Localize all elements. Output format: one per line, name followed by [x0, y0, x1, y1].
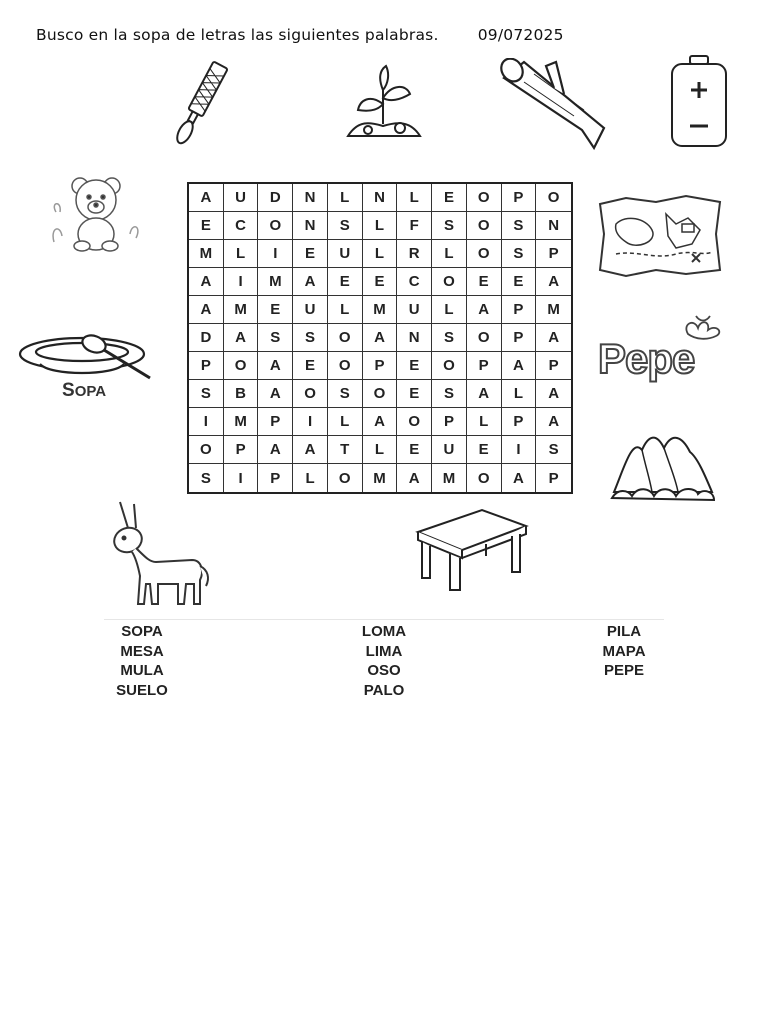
grid-cell: L	[328, 408, 363, 436]
grid-cell: L	[467, 408, 502, 436]
grid-cell: N	[293, 212, 328, 240]
grid-cell: S	[502, 240, 537, 268]
grid-cell: S	[258, 324, 293, 352]
grid-cell: B	[224, 380, 259, 408]
word-item: MAPA	[602, 642, 646, 660]
grid-cell: P	[258, 464, 293, 492]
date-text: 09/072025	[477, 26, 564, 44]
grid-cell: U	[432, 436, 467, 464]
grid-cell: S	[432, 212, 467, 240]
word-list-column-2	[346, 622, 422, 700]
grid-cell: P	[536, 352, 571, 380]
map-image	[596, 194, 724, 278]
grid-cell: P	[548, 469, 559, 487]
grid-cell: C	[397, 268, 432, 296]
grid-cell: I	[258, 240, 293, 268]
grid-cell: A	[467, 296, 502, 324]
grid-cell: O	[432, 268, 467, 296]
grid-cell: I	[293, 408, 328, 436]
word-item: MESA	[120, 642, 164, 660]
grid-cell: O	[536, 184, 571, 212]
grid-cell: L	[328, 184, 363, 212]
hills-image	[610, 428, 716, 504]
grid-cell: O	[293, 380, 328, 408]
grid-cell: A	[502, 352, 537, 380]
grid-cell: L	[502, 380, 537, 408]
grid-cell: O	[258, 212, 293, 240]
grid-cell: S	[536, 436, 571, 464]
grid-cell: N	[536, 212, 571, 240]
grid-cell: M	[189, 240, 224, 268]
grid-cell: O	[189, 436, 224, 464]
grid-cell: E	[397, 380, 432, 408]
grid-cell: U	[293, 296, 328, 324]
grid-cell: L	[363, 240, 398, 268]
grid-cell: D	[258, 184, 293, 212]
grid-cell: S	[293, 324, 328, 352]
grid-cell: O	[467, 464, 502, 492]
grid-cell: O	[328, 324, 363, 352]
sopa-label	[62, 380, 106, 402]
grid-cell: A	[293, 268, 328, 296]
grid-cell: N	[363, 184, 398, 212]
grid-cell: P	[502, 324, 537, 352]
grid-cell: M	[363, 464, 398, 492]
grid-cell: P	[189, 352, 224, 380]
log-image	[494, 58, 610, 154]
grid-cell: I	[189, 408, 224, 436]
word-list-column-1	[104, 622, 180, 700]
grid-cell: I	[224, 464, 259, 492]
plant-image	[340, 64, 426, 142]
word-item: PILA	[606, 623, 642, 640]
grid-cell: O	[467, 212, 502, 240]
grid-cell: L	[328, 296, 363, 324]
grid-cell: R	[397, 240, 432, 268]
grid-cell: O	[467, 324, 502, 352]
grid-cell: S	[328, 380, 363, 408]
grid-cell: E	[397, 352, 432, 380]
grid-cell: M	[432, 464, 467, 492]
word-item: PEPE	[603, 662, 645, 679]
word-item: SOPA	[121, 623, 163, 640]
grid-cell: E	[363, 268, 398, 296]
grid-cell: P	[502, 296, 537, 324]
grid-cell: U	[224, 184, 259, 212]
grid-cell: M	[536, 296, 571, 324]
grid-cell: O	[467, 184, 502, 212]
grid-cell: P	[536, 240, 571, 268]
pepe-label: Pepe	[598, 335, 695, 382]
grid-cell: O	[224, 352, 259, 380]
word-item: LIMA	[365, 642, 403, 660]
grid-cell: M	[258, 268, 293, 296]
grid-cell: E	[467, 268, 502, 296]
sopa-label-first: S	[62, 380, 75, 401]
grid-cell: D	[189, 324, 224, 352]
word-list-column-3	[586, 622, 662, 681]
grid-cell: A	[397, 464, 432, 492]
grid-cell: S	[432, 380, 467, 408]
grid-cell: E	[189, 212, 224, 240]
grid-cell: E	[258, 296, 293, 324]
grid-cell: S	[502, 212, 537, 240]
grid-cell: O	[328, 464, 363, 492]
grid-cell: L	[397, 184, 432, 212]
grid-cell: L	[224, 240, 259, 268]
grid-cell: E	[502, 268, 537, 296]
grid-cell: P	[467, 352, 502, 380]
grid-cell: A	[189, 268, 224, 296]
bear-image	[46, 172, 146, 254]
grid-cell: E	[397, 436, 432, 464]
word-item: LOMA	[361, 623, 407, 640]
grid-cell: S	[328, 212, 363, 240]
grid-cell: A	[536, 380, 571, 408]
grid-cell: P	[363, 352, 398, 380]
grid-cell: O	[467, 240, 502, 268]
grid-cell: A	[363, 408, 398, 436]
grid-cell: L	[432, 240, 467, 268]
grid-cell: S	[432, 324, 467, 352]
grid-cell: L	[363, 436, 398, 464]
file-tool-image	[160, 56, 240, 152]
grid-cell: U	[328, 240, 363, 268]
word-item: MULA	[120, 662, 164, 679]
grid-cell: P	[432, 408, 467, 436]
word-item: SUELO	[116, 681, 168, 699]
sopa-label-rest: OPA	[74, 383, 107, 400]
grid-cell: A	[189, 184, 224, 212]
grid-cell: A	[536, 408, 571, 436]
grid-cell: A	[258, 380, 293, 408]
grid-cell: A	[536, 324, 571, 352]
grid-cell: S	[189, 380, 224, 408]
grid-cell: M	[363, 296, 398, 324]
grid-cell: P	[224, 436, 259, 464]
grid-cell: A	[258, 436, 293, 464]
grid-cell: U	[397, 296, 432, 324]
grid-cell: T	[328, 436, 363, 464]
grid-cell: O	[397, 408, 432, 436]
grid-cell: A	[502, 464, 537, 492]
grid-cell: A	[467, 380, 502, 408]
grid-cell: A	[363, 324, 398, 352]
grid-cell: E	[467, 436, 502, 464]
grid-cell: N	[293, 184, 328, 212]
grid-cell: M	[224, 296, 259, 324]
grid-cell: N	[397, 324, 432, 352]
grid-cell: O	[363, 380, 398, 408]
divider	[104, 619, 664, 620]
grid-cell: E	[328, 268, 363, 296]
grid-cell: L	[293, 464, 328, 492]
grid-cell: P	[502, 184, 537, 212]
grid-cell: P	[258, 408, 293, 436]
instruction-text: Busco en la sopa de letras las siguientes palabras.	[36, 26, 439, 44]
grid-cell: O	[432, 352, 467, 380]
grid-cell: E	[293, 352, 328, 380]
grid-cell: E	[432, 184, 467, 212]
grid-cell: S	[189, 464, 224, 492]
grid-cell: A	[224, 324, 259, 352]
grid-cell: F	[397, 212, 432, 240]
grid-cell: A	[536, 268, 571, 296]
word-search-grid	[187, 182, 573, 494]
grid-cell: A	[189, 296, 224, 324]
grid-cell: I	[502, 436, 537, 464]
grid-cell: A	[258, 352, 293, 380]
grid-cell: C	[224, 212, 259, 240]
grid-cell: O	[328, 352, 363, 380]
word-item: PALO	[363, 681, 405, 699]
table-image	[414, 506, 530, 592]
grid-cell: L	[363, 212, 398, 240]
soup-bowl-image	[18, 330, 156, 384]
grid-cell: L	[432, 296, 467, 324]
grid-cell: P	[502, 408, 537, 436]
word-item: OSO	[367, 662, 401, 679]
instruction-line	[36, 26, 564, 44]
battery-image	[666, 54, 732, 150]
donkey-image	[106, 500, 214, 608]
grid-cell: E	[293, 240, 328, 268]
grid-cell: I	[224, 268, 259, 296]
grid-cell: M	[224, 408, 259, 436]
grid-cell: A	[293, 436, 328, 464]
